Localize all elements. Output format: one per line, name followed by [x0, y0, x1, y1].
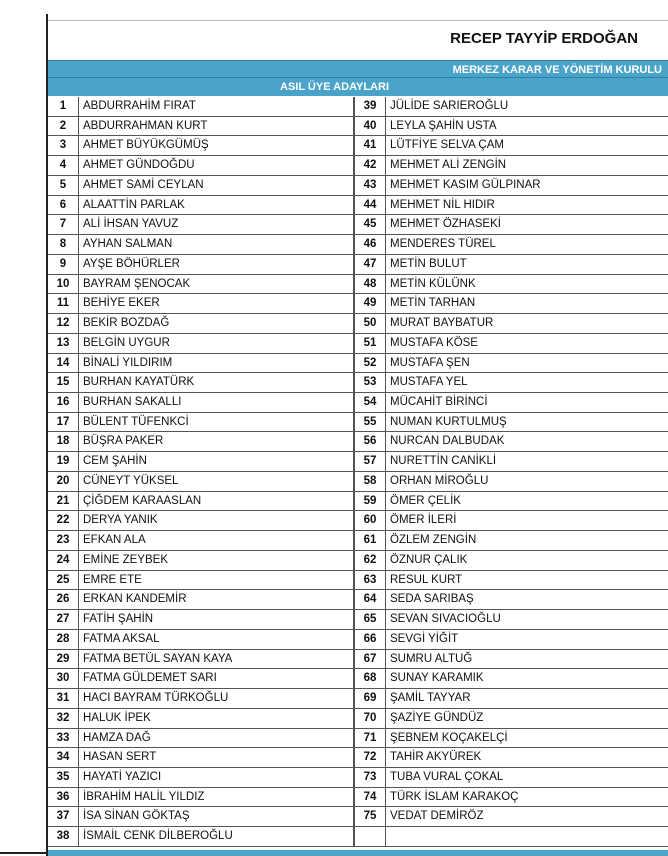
candidate-name: MUSTAFA KÖSE: [390, 336, 478, 349]
row-number: 8: [48, 235, 79, 254]
candidate-name: SUMRU ALTUĞ: [390, 652, 473, 665]
row-number: 38: [48, 827, 79, 846]
candidate-name: BAYRAM ŞENOCAK: [83, 277, 191, 290]
candidate-name: ÖZLEM ZENGİN: [390, 534, 477, 547]
table-row: [354, 373, 668, 393]
table-row: [354, 807, 668, 827]
table-row: [354, 788, 668, 808]
candidate-name: MUSTAFA ŞEN: [390, 356, 470, 369]
candidate-name: JÜLİDE SARIEROĞLU: [390, 100, 509, 112]
candidate-name: [386, 827, 668, 846]
candidate-name: METİN KÜLÜNK: [390, 277, 476, 290]
row-number: 9: [48, 255, 79, 274]
row-number: 25: [48, 571, 79, 590]
row-number: 55: [355, 413, 386, 432]
table-row: [354, 590, 668, 610]
candidate-name: FATMA GÜLDEMET SARI: [83, 672, 217, 685]
candidate-name: EMİNE ZEYBEK: [83, 553, 168, 566]
row-number: 53: [355, 373, 386, 392]
candidate-name: TÜRK İSLAM KARAKOÇ: [390, 790, 519, 803]
row-number: 60: [355, 511, 386, 530]
row-number: 49: [355, 294, 386, 313]
table-row: [48, 354, 354, 374]
row-number: 58: [355, 472, 386, 491]
row-number: 46: [355, 235, 386, 254]
row-number: 20: [48, 472, 79, 491]
table-row: [48, 294, 354, 314]
row-number: 56: [355, 432, 386, 451]
table-row: [354, 768, 668, 788]
table-row: [354, 393, 668, 413]
candidate-name: CÜNEYT YÜKSEL: [83, 474, 179, 487]
candidate-name: NURETTİN CANİKLİ: [390, 455, 497, 468]
row-number: 32: [48, 709, 79, 728]
table-row: [48, 788, 354, 808]
row-number: 54: [355, 393, 386, 412]
row-number: 67: [355, 650, 386, 669]
table-row: [354, 492, 668, 512]
row-number: 37: [48, 807, 79, 826]
row-number: 13: [48, 334, 79, 353]
candidate-name: LÜTFİYE SELVA ÇAM: [390, 139, 504, 152]
table-row: [354, 176, 668, 196]
row-number: 11: [48, 294, 79, 313]
table-row: [354, 314, 668, 334]
candidate-name: MEHMET ALİ ZENGİN: [390, 159, 507, 172]
row-number: 51: [355, 334, 386, 353]
candidate-name: ÖZNUR ÇALIK: [390, 553, 468, 566]
table-row: [354, 136, 668, 156]
row-number: 33: [48, 729, 79, 748]
candidate-name: BELGİN UYGUR: [83, 336, 170, 349]
row-number: 41: [355, 136, 386, 155]
candidate-name: AHMET BÜYÜKGÜMÜŞ: [83, 139, 209, 152]
row-number: 65: [355, 610, 386, 629]
row-number: 48: [355, 275, 386, 294]
table-row: [48, 689, 354, 709]
row-number: 19: [48, 452, 79, 471]
table-row: [48, 768, 354, 788]
candidate-name: MENDERES TÜREL: [390, 238, 496, 251]
candidate-name: AHMET GÜNDOĞDU: [83, 159, 195, 172]
table-row: [354, 255, 668, 275]
row-number: 47: [355, 255, 386, 274]
table-row: [354, 472, 668, 492]
candidate-name: AYHAN SALMAN: [83, 238, 173, 251]
row-number: 24: [48, 551, 79, 570]
row-number: 18: [48, 432, 79, 451]
table-row: [354, 117, 668, 137]
table-row: [354, 669, 668, 689]
candidate-name: ŞAZİYE GÜNDÜZ: [390, 711, 484, 724]
candidate-name: ERKAN KANDEMİR: [83, 593, 187, 606]
table-row: [48, 314, 354, 334]
row-number: 23: [48, 531, 79, 550]
table-row: [354, 97, 668, 117]
table-row: [354, 334, 668, 354]
table-row: [48, 650, 354, 670]
candidate-name: BEKİR BOZDAĞ: [83, 317, 170, 330]
candidate-name: NUMAN KURTULMUŞ: [390, 415, 507, 428]
candidate-name: MEHMET NİL HIDIR: [390, 198, 495, 211]
table-row: [48, 255, 354, 275]
table-row: [48, 275, 354, 295]
row-number: 34: [48, 748, 79, 767]
row-number: 72: [355, 748, 386, 767]
row-number: 22: [48, 511, 79, 530]
candidate-name: ÇİĞDEM KARAASLAN: [83, 494, 202, 507]
table-row: [48, 748, 354, 768]
table-row: [48, 196, 354, 216]
candidate-name: ALAATTİN PARLAK: [83, 198, 185, 211]
table-row: [48, 492, 354, 512]
candidate-column-left: [48, 97, 354, 847]
row-number: 6: [48, 196, 79, 215]
table-row: [48, 807, 354, 827]
candidate-name: MEHMET ÖZHASEKİ: [390, 218, 501, 231]
candidate-name: HAMZA DAĞ: [83, 731, 151, 744]
table-row: [48, 235, 354, 255]
row-number: 28: [48, 630, 79, 649]
table-row: [354, 196, 668, 216]
table-row: [48, 176, 354, 196]
row-number: 74: [355, 788, 386, 807]
document-title: RECEP TAYYİP ERDOĞAN: [450, 30, 638, 47]
table-row: [354, 235, 668, 255]
row-number: 64: [355, 590, 386, 609]
row-number: 17: [48, 413, 79, 432]
table-row: [354, 354, 668, 374]
row-number: 4: [48, 156, 79, 175]
table-row: [354, 689, 668, 709]
table-row: [48, 393, 354, 413]
table-row: [48, 729, 354, 749]
candidate-name: MEHMET KASIM GÜLPINAR: [390, 178, 541, 191]
table-row: [354, 413, 668, 433]
table-row: [354, 432, 668, 452]
row-number: 40: [355, 117, 386, 136]
table-row: [354, 452, 668, 472]
candidate-name: İBRAHİM HALİL YILDIZ: [83, 790, 205, 803]
candidate-name: AHMET SAMİ CEYLAN: [83, 178, 204, 191]
row-number: 44: [355, 196, 386, 215]
table-row: [48, 97, 354, 117]
candidate-name: DERYA YANIK: [83, 514, 158, 527]
candidate-name: ABDURRAHİM FIRAT: [83, 100, 196, 112]
table-row: [354, 610, 668, 630]
candidate-name: SEVGİ YİĞİT: [390, 632, 459, 645]
row-number: 75: [355, 807, 386, 826]
table-row: [354, 275, 668, 295]
table-row: [48, 136, 354, 156]
table-row: [354, 571, 668, 591]
row-number: 42: [355, 156, 386, 175]
candidate-name: HASAN SERT: [83, 751, 157, 764]
table-row: [354, 709, 668, 729]
candidate-name: İSA SİNAN GÖKTAŞ: [83, 810, 190, 823]
candidate-name: BURHAN SAKALLI: [83, 396, 182, 409]
table-row: [354, 551, 668, 571]
bottom-border: [0, 852, 48, 854]
row-number: 52: [355, 354, 386, 373]
candidate-name: BÜLENT TÜFENKCİ: [83, 415, 189, 428]
candidate-name: ÖMER İLERİ: [390, 514, 457, 527]
table-row: [354, 531, 668, 551]
row-number: 39: [355, 97, 386, 116]
table-row: [354, 729, 668, 749]
row-number: 7: [48, 215, 79, 234]
row-number: 35: [48, 768, 79, 787]
candidate-name: HAYATİ YAZICI: [83, 770, 162, 783]
table-row: [354, 294, 668, 314]
table-row: [48, 334, 354, 354]
table-row: [354, 650, 668, 670]
section-band-candidates-label: ASIL ÜYE ADAYLARI: [280, 81, 390, 93]
row-number: 61: [355, 531, 386, 550]
row-number: 14: [48, 354, 79, 373]
candidate-name: ŞEBNEM KOÇAKELÇİ: [390, 731, 508, 744]
row-number: 66: [355, 630, 386, 649]
table-row: [48, 156, 354, 176]
row-number: 45: [355, 215, 386, 234]
candidate-column-right: [354, 97, 668, 847]
candidate-name: İSMAİL CENK DİLBEROĞLU: [83, 830, 233, 843]
candidate-name: HACI BAYRAM TÜRKOĞLU: [83, 692, 229, 705]
row-number: 36: [48, 788, 79, 807]
candidate-name: SUNAY KARAMIK: [390, 672, 484, 685]
row-number: 59: [355, 492, 386, 511]
candidate-name: FATMA AKSAL: [83, 632, 160, 645]
row-number: 30: [48, 669, 79, 688]
table-row: [48, 827, 354, 847]
row-number: 27: [48, 610, 79, 629]
table-row: [48, 709, 354, 729]
table-row: [48, 571, 354, 591]
row-number: 1: [48, 97, 79, 116]
candidate-name: ABDURRAHMAN KURT: [83, 119, 208, 132]
row-number: 12: [48, 314, 79, 333]
table-row: [48, 551, 354, 571]
row-number: 50: [355, 314, 386, 333]
candidate-name: NURCAN DALBUDAK: [390, 435, 505, 448]
table-row: [354, 215, 668, 235]
row-number: 71: [355, 729, 386, 748]
candidate-name: HALUK İPEK: [83, 711, 151, 724]
table-row: [354, 511, 668, 531]
section-band-candidates: [48, 78, 668, 96]
candidate-name: ÖMER ÇELİK: [390, 494, 461, 507]
candidate-name: LEYLA ŞAHİN USTA: [390, 119, 497, 132]
row-number: 62: [355, 551, 386, 570]
candidate-name: SEVAN SIVACIOĞLU: [390, 613, 501, 626]
row-number: 29: [48, 650, 79, 669]
next-section-band: [48, 850, 668, 856]
row-number: 3: [48, 136, 79, 155]
candidate-name: MUSTAFA YEL: [390, 376, 468, 389]
row-number: [355, 827, 386, 846]
top-border: [46, 20, 668, 21]
candidate-name: ŞAMİL TAYYAR: [390, 692, 471, 705]
candidate-name: MURAT BAYBATUR: [390, 317, 494, 330]
table-row: [48, 511, 354, 531]
row-number: 21: [48, 492, 79, 511]
candidate-name: BÜŞRA PAKER: [83, 435, 164, 448]
row-number: 16: [48, 393, 79, 412]
table-row: [354, 827, 668, 847]
candidate-name: SEDA SARIBAŞ: [390, 593, 474, 606]
table-row: [48, 413, 354, 433]
row-number: 26: [48, 590, 79, 609]
row-number: 57: [355, 452, 386, 471]
row-number: 31: [48, 689, 79, 708]
candidate-name: ALİ İHSAN YAVUZ: [83, 218, 179, 231]
candidate-name: TAHİR AKYÜREK: [390, 751, 482, 764]
candidate-name: METİN TARHAN: [390, 297, 476, 310]
candidate-name: TUBA VURAL ÇOKAL: [390, 770, 504, 783]
row-number: 73: [355, 768, 386, 787]
table-row: [48, 610, 354, 630]
table-row: [48, 630, 354, 650]
table-row: [48, 373, 354, 393]
row-number: 69: [355, 689, 386, 708]
table-row: [354, 630, 668, 650]
candidate-name: FATMA BETÜL SAYAN KAYA: [83, 652, 233, 665]
candidate-name: AYŞE BÖHÜRLER: [83, 257, 180, 270]
table-row: [48, 472, 354, 492]
section-band-committee: MERKEZ KARAR VE YÖNETİM KURULU: [48, 60, 668, 78]
candidate-name: BURHAN KAYATÜRK: [83, 376, 195, 389]
row-number: 10: [48, 275, 79, 294]
candidate-name: CEM ŞAHİN: [83, 455, 147, 468]
candidate-name: RESUL KURT: [390, 573, 463, 586]
row-number: 43: [355, 176, 386, 195]
row-number: 5: [48, 176, 79, 195]
row-number: 68: [355, 669, 386, 688]
candidate-name: EMRE ETE: [83, 573, 142, 586]
table-row: [354, 156, 668, 176]
candidate-name: MÜCAHİT BİRİNCİ: [390, 396, 488, 409]
table-row: [48, 432, 354, 452]
candidate-name: BEHİYE EKER: [83, 297, 160, 310]
row-number: 15: [48, 373, 79, 392]
row-number: 70: [355, 709, 386, 728]
table-row: [48, 669, 354, 689]
table-row: [354, 748, 668, 768]
candidate-name: BİNALİ YILDIRIM: [83, 356, 173, 369]
candidate-name: FATİH ŞAHİN: [83, 613, 154, 626]
table-row: [48, 590, 354, 610]
candidate-name: METİN BULUT: [390, 257, 467, 270]
table-row: [48, 215, 354, 235]
table-row: [48, 452, 354, 472]
table-row: [48, 117, 354, 137]
row-number: 63: [355, 571, 386, 590]
row-number: 2: [48, 117, 79, 136]
candidate-name: VEDAT DEMİRÖZ: [390, 810, 484, 823]
table-row: [48, 531, 354, 551]
candidate-name: ORHAN MİROĞLU: [390, 474, 489, 487]
candidate-name: EFKAN ALA: [83, 534, 146, 547]
